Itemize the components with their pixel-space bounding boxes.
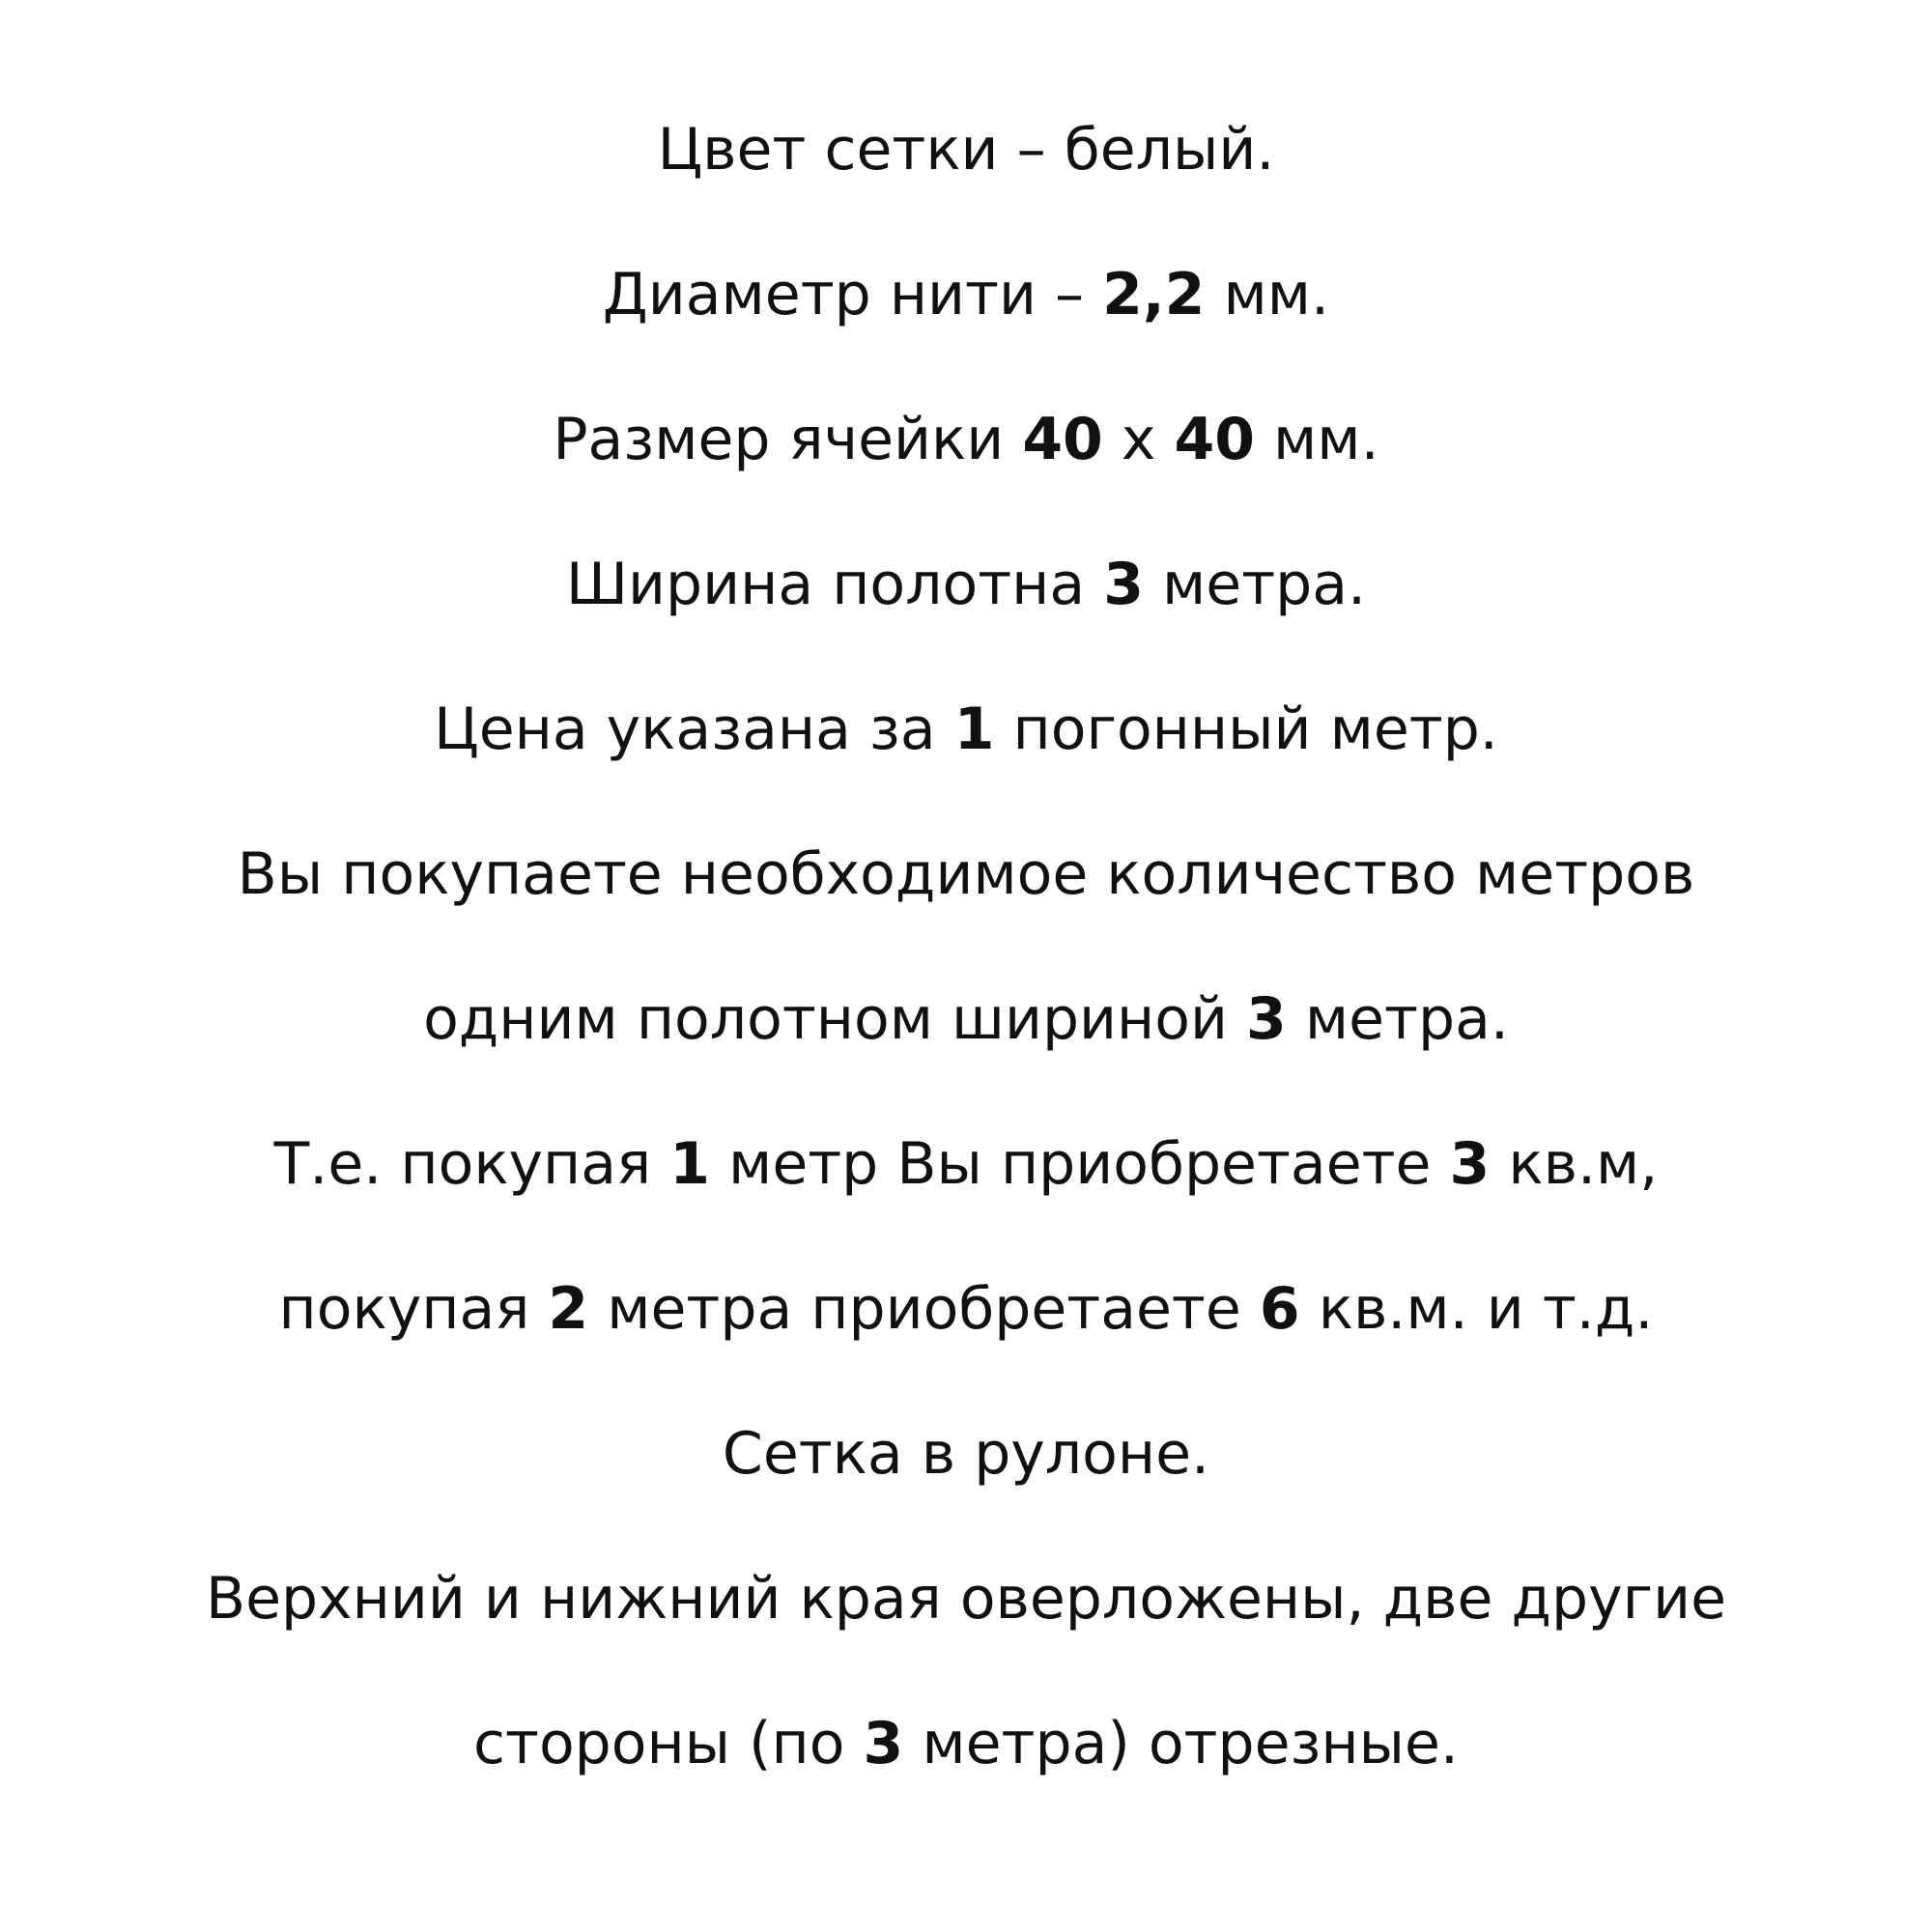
- text-segment: Ширина полотна: [565, 551, 1104, 618]
- text-segment: х: [1102, 406, 1175, 473]
- text-line-edges: [0, 1560, 1932, 1637]
- text-line-thread-diameter: [0, 256, 1932, 333]
- number-value: 3: [863, 1710, 904, 1777]
- text-segment: Цвет сетки – белый.: [657, 116, 1275, 184]
- text-line-sides: [0, 1705, 1932, 1782]
- text-segment: Т.е. покупая: [273, 1130, 670, 1198]
- number-value: 1: [669, 1130, 710, 1198]
- number-value: 2: [548, 1275, 589, 1343]
- text-segment: покупая: [278, 1275, 549, 1343]
- number-value: 40: [1022, 406, 1103, 473]
- text-segment: одним полотном шириной: [423, 985, 1247, 1053]
- number-value: 2,2: [1102, 261, 1206, 328]
- text-segment: Диаметр нити –: [602, 261, 1103, 328]
- number-value: 40: [1174, 406, 1255, 473]
- number-value: 3: [1246, 985, 1287, 1053]
- text-segment: метра.: [1286, 985, 1509, 1053]
- text-line-mesh-size: [0, 401, 1932, 478]
- text-segment: Сетка в рулоне.: [722, 1420, 1210, 1488]
- text-line-purchase-width: [0, 980, 1932, 1058]
- text-segment: метра) отрезные.: [903, 1710, 1459, 1777]
- text-segment: мм.: [1205, 261, 1330, 328]
- text-segment: погонный метр.: [994, 696, 1498, 763]
- text-segment: метра.: [1143, 551, 1367, 618]
- text-segment: метр Вы приобретаете: [709, 1130, 1450, 1198]
- text-line-roll: [0, 1415, 1932, 1492]
- text-segment: Вы покупаете необходимое количество метров: [237, 840, 1695, 908]
- number-value: 6: [1259, 1275, 1300, 1343]
- text-segment: метра приобретаете: [588, 1275, 1260, 1343]
- text-segment: Размер ячейки: [553, 406, 1023, 473]
- text-line-color: [0, 111, 1932, 188]
- text-line-example-two: [0, 1270, 1932, 1348]
- text-segment: Цена указана за: [434, 696, 954, 763]
- text-segment: мм.: [1254, 406, 1379, 473]
- text-segment: Верхний и нижний края оверложены, две другие: [205, 1565, 1727, 1633]
- text-segment: кв.м. и т.д.: [1299, 1275, 1654, 1343]
- text-line-price-note: [0, 691, 1932, 768]
- text-line-example-one: [0, 1125, 1932, 1203]
- number-value: 3: [1103, 551, 1144, 618]
- number-value: 3: [1449, 1130, 1491, 1198]
- text-segment: стороны (по: [473, 1710, 864, 1777]
- number-value: 1: [953, 696, 995, 763]
- text-segment: кв.м,: [1490, 1130, 1659, 1198]
- text-line-width: [0, 546, 1932, 623]
- text-line-purchase-info: [0, 836, 1932, 913]
